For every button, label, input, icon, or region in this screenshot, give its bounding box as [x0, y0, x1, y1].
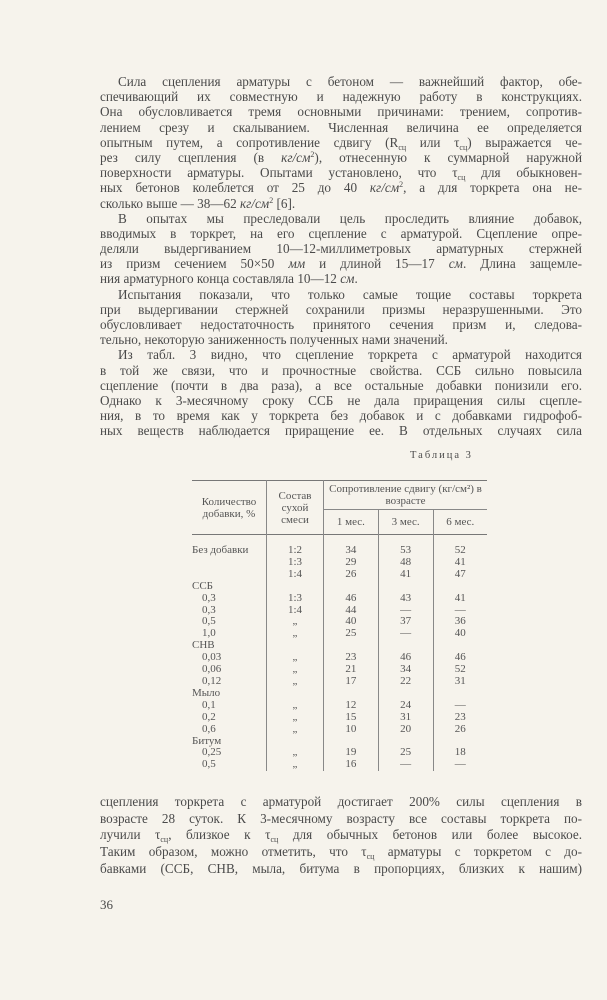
cell-1-month: 23: [324, 652, 379, 664]
text-line: [100, 363, 582, 378]
cell-3-month: 25: [378, 747, 433, 759]
cell-6-month: 41: [433, 557, 487, 569]
text-line: [100, 226, 582, 241]
cell-mix: „: [267, 616, 324, 628]
text-segment: 2: [310, 149, 315, 159]
text-segment: Таким образом, можно отметить, что τ: [100, 843, 367, 859]
text-line: [100, 794, 582, 811]
text-segment: В опытах мы преследовали цель проследить влияние добавок,: [118, 210, 582, 226]
text-line: [100, 256, 582, 271]
cell-1-month: 19: [324, 747, 379, 759]
header-amount: Количество добавки, %: [201, 495, 257, 520]
table-row: [192, 676, 487, 688]
text-segment: сц: [160, 835, 169, 845]
text-segment: для обычных бетонов или более высокое.: [278, 827, 582, 843]
cell-mix: „: [267, 700, 324, 712]
text-segment: .: [354, 271, 358, 287]
cell-amount: ССБ: [192, 579, 213, 592]
text-segment: возрасте 28 суток. К 3-месячному возрасту все составы торкрета по-: [100, 810, 582, 826]
cell-mix: „: [267, 724, 324, 736]
text-segment: тельно, некоторую заниженность полученных нами значений.: [100, 332, 448, 348]
text-segment: Однако к 3-месячному сроку ССБ не дала приращения силы сцепле-: [100, 392, 582, 408]
cell-1-month: 40: [324, 616, 379, 628]
cell-6-month: 52: [433, 535, 487, 557]
cell-6-month: 36: [433, 616, 487, 628]
cell-6-month: 23: [433, 712, 487, 724]
cell-1-month: 46: [324, 593, 379, 605]
cell-mix: 1:2: [267, 535, 324, 557]
cell-3-month: 53: [378, 535, 433, 557]
table-row: [192, 736, 487, 748]
cell-1-month: 17: [324, 676, 379, 688]
header-1-month: 1 мес.: [324, 510, 379, 535]
cell-amount: 1,0: [202, 627, 216, 640]
text-segment: мм: [288, 256, 306, 272]
text-segment: Испытания показали, что только самые тощие составы торкрета: [118, 286, 582, 302]
cell-1-month: 34: [324, 535, 379, 557]
text-segment: и длиной 15—17: [305, 256, 449, 272]
text-segment: кг/см: [281, 149, 311, 165]
table-row: [192, 581, 487, 593]
text-segment: 2: [399, 180, 404, 190]
cell-3-month: —: [378, 628, 433, 640]
table-row: [192, 640, 487, 652]
cell-1-month: [324, 688, 379, 700]
cell-mix: 1:4: [267, 605, 324, 617]
text-segment: см: [448, 256, 463, 272]
text-segment: Она обусловливается тремя основными причинами: трением, сопротив-: [100, 104, 582, 120]
cell-mix: „: [267, 676, 324, 688]
text-segment: спечивающий их совместную и надежную работу в конструкциях.: [100, 89, 582, 105]
text-line: [100, 89, 582, 104]
body-text-top: [100, 74, 582, 439]
cell-amount: 0,25: [202, 746, 222, 759]
cell-3-month: —: [378, 605, 433, 617]
cell-1-month: 29: [324, 557, 379, 569]
cell-mix: 1:4: [267, 569, 324, 581]
cell-mix: [267, 581, 324, 593]
cell-6-month: —: [433, 759, 487, 771]
text-line: [100, 844, 582, 861]
cell-mix: [267, 688, 324, 700]
text-segment: кг/см: [239, 195, 270, 211]
table-row: [192, 616, 487, 628]
cell-3-month: 24: [378, 700, 433, 712]
text-segment: сцепления торкрета с арматурой достигает 200% силы сцепления в: [100, 794, 582, 809]
cell-6-month: —: [433, 700, 487, 712]
text-segment: сц: [366, 851, 375, 861]
cell-mix: „: [267, 747, 324, 759]
text-segment: вводимых в торкрет, на его сцепление с арматурой. Сцепление опре-: [100, 225, 582, 241]
text-line: [100, 332, 582, 347]
body-text-bottom: [100, 794, 582, 877]
text-segment: ния, в то время как у торкрета без добавок и с добавками гидрофоб-: [100, 408, 582, 424]
cell-mix: „: [267, 759, 324, 771]
cell-amount: 0,2: [202, 710, 216, 723]
text-segment: арматуры с торкретом с до-: [374, 843, 582, 859]
cell-mix: „: [267, 628, 324, 640]
table-row: [192, 605, 487, 617]
text-line: [100, 287, 582, 302]
cell-3-month: 31: [378, 712, 433, 724]
cell-amount: [192, 557, 267, 569]
table-row: [192, 593, 487, 605]
cell-6-month: 40: [433, 628, 487, 640]
text-segment: сцепление (почти в два раза), а все остальные добавки понизили его.: [100, 377, 582, 393]
cell-1-month: 25: [324, 628, 379, 640]
text-line: [100, 271, 582, 286]
cell-amount: Битум: [192, 734, 222, 747]
text-segment: бавками (ССБ, СНВ, мыла, битума в пропорциях, близких к нашим): [100, 860, 582, 876]
text-segment: ) выражается че-: [467, 134, 582, 150]
header-mix: Состав сухой смеси: [267, 481, 324, 535]
text-segment: лением срезу и скалыванием. Численная величина ее определяется: [100, 119, 582, 135]
cell-6-month: 46: [433, 652, 487, 664]
text-segment: [6].: [273, 195, 296, 211]
text-line: [100, 408, 582, 423]
table-row: [192, 557, 487, 569]
text-segment: 2: [269, 195, 274, 205]
cell-3-month: —: [378, 759, 433, 771]
table-row: [192, 712, 487, 724]
cell-1-month: 15: [324, 712, 379, 724]
cell-6-month: 31: [433, 676, 487, 688]
cell-1-month: 10: [324, 724, 379, 736]
text-segment: рез силу сцепления (в: [100, 149, 282, 165]
text-segment: из призм сечением 50×50: [100, 256, 289, 272]
text-segment: ), отнесенную к суммарной наружной: [314, 149, 582, 165]
cell-3-month: 41: [378, 569, 433, 581]
text-line: [100, 211, 582, 226]
cell-6-month: 47: [433, 569, 487, 581]
table-row: [192, 569, 487, 581]
table-row: [192, 724, 487, 736]
cell-3-month: 43: [378, 593, 433, 605]
text-line: [100, 347, 582, 362]
text-segment: или τ: [406, 134, 460, 150]
cell-6-month: [433, 688, 487, 700]
cell-6-month: [433, 581, 487, 593]
cell-3-month: 48: [378, 557, 433, 569]
text-segment: сц: [398, 142, 407, 152]
cell-3-month: 37: [378, 616, 433, 628]
cell-mix: 1:3: [267, 593, 324, 605]
cell-amount: 0,3: [202, 603, 216, 616]
text-segment: сц: [459, 142, 468, 152]
text-line: [100, 827, 582, 844]
table-row: [192, 700, 487, 712]
text-line: [100, 317, 582, 332]
cell-amount: 0,1: [202, 698, 216, 711]
table-row: [192, 535, 487, 557]
header-6-month: 6 мес.: [433, 510, 487, 535]
cell-6-month: —: [433, 605, 487, 617]
table-3: [192, 480, 487, 771]
cell-3-month: 20: [378, 724, 433, 736]
cell-6-month: 26: [433, 724, 487, 736]
table-row: [192, 747, 487, 759]
text-line: [100, 241, 582, 256]
cell-amount: СНВ: [192, 639, 215, 652]
cell-1-month: 12: [324, 700, 379, 712]
text-line: [100, 165, 582, 183]
text-segment: , близкое к τ: [168, 827, 271, 843]
cell-3-month: 34: [378, 664, 433, 676]
cell-1-month: 16: [324, 759, 379, 771]
text-line: [100, 302, 582, 317]
cell-3-month: 22: [378, 676, 433, 688]
header-3-month: 3 мес.: [378, 510, 433, 535]
table-row: [192, 688, 487, 700]
text-line: [100, 104, 582, 119]
cell-amount: 0,5: [202, 758, 216, 771]
text-segment: , а для торкрета она не-: [403, 180, 582, 196]
text-segment: лучили τ: [100, 827, 161, 843]
cell-3-month: [378, 688, 433, 700]
text-segment: Сила сцепления арматуры с бетоном — важнейший фактор, обе-: [118, 74, 582, 89]
table-row: [192, 652, 487, 664]
cell-6-month: 41: [433, 593, 487, 605]
cell-mix: „: [267, 712, 324, 724]
text-segment: опытным путем, а сопротивление сдвигу (R: [100, 134, 399, 150]
cell-1-month: 44: [324, 605, 379, 617]
text-segment: сколько выше — 38—62: [100, 195, 240, 211]
page-number: 36: [100, 897, 113, 912]
text-line: [100, 423, 582, 438]
cell-amount: [192, 569, 267, 581]
cell-3-month: 46: [378, 652, 433, 664]
text-line: [100, 74, 582, 89]
text-segment: сц: [457, 173, 466, 183]
table-row: [192, 664, 487, 676]
cell-amount: 0,5: [202, 615, 216, 628]
text-segment: обусловливает недостаточность принятого сечения призм и, следова-: [100, 317, 582, 332]
cell-amount: 0,03: [202, 651, 222, 664]
text-line: [100, 811, 582, 828]
table-row: [192, 628, 487, 640]
cell-mix: „: [267, 652, 324, 664]
text-segment: деляли выдергиванием 10—12-миллиметровых арматурных стержней: [100, 241, 582, 257]
text-line: [100, 393, 582, 408]
text-segment: в той же связи, что и прочностные свойства. ССБ сильно повысила: [100, 362, 582, 378]
text-segment: . Длина защемле-: [462, 256, 582, 272]
text-segment: ных бетонов колеблется от 25 до 40: [100, 180, 370, 196]
text-segment: Из табл. 3 видно, что сцепление торкрета с арматурой находится: [118, 347, 582, 363]
cell-amount: 0,06: [202, 663, 222, 676]
cell-1-month: [324, 581, 379, 593]
cell-amount: 0,6: [202, 722, 216, 735]
text-line: [100, 196, 582, 211]
text-line: [100, 120, 582, 135]
table-row: [192, 759, 487, 771]
text-line: [100, 180, 582, 195]
cell-amount: 0,3: [202, 591, 216, 604]
text-segment: кг/см: [369, 180, 400, 196]
text-segment: для обыкновен-: [465, 165, 582, 181]
text-line: [100, 378, 582, 393]
text-line: [100, 150, 582, 165]
cell-1-month: 21: [324, 664, 379, 676]
cell-mix: 1:3: [267, 557, 324, 569]
text-segment: сц: [270, 835, 279, 845]
cell-1-month: 26: [324, 569, 379, 581]
cell-6-month: 18: [433, 747, 487, 759]
text-segment: ных веществ наблюдается приращение ее. В отдельных случаях сила: [100, 423, 582, 439]
table-caption: Таблица 3: [410, 450, 473, 461]
text-segment: при выдергивании стержней сохранили призмы неразрушенными. Это: [100, 301, 582, 317]
text-segment: см: [340, 271, 355, 287]
text-line: [100, 135, 582, 150]
text-segment: поверхности арматуры. Опытами установлено, что τ: [100, 165, 458, 181]
text-segment: ния арматурного конца составляла 10—12: [100, 271, 341, 287]
cell-amount: Мыло: [192, 686, 221, 699]
cell-amount: Без добавки: [192, 544, 249, 556]
text-line: [100, 861, 582, 878]
cell-amount: 0,12: [202, 674, 222, 687]
cell-6-month: 52: [433, 664, 487, 676]
header-shear-group: Сопротивление сдвигу (кг/см²) в возрасте: [324, 481, 488, 510]
cell-mix: „: [267, 664, 324, 676]
cell-3-month: [378, 581, 433, 593]
